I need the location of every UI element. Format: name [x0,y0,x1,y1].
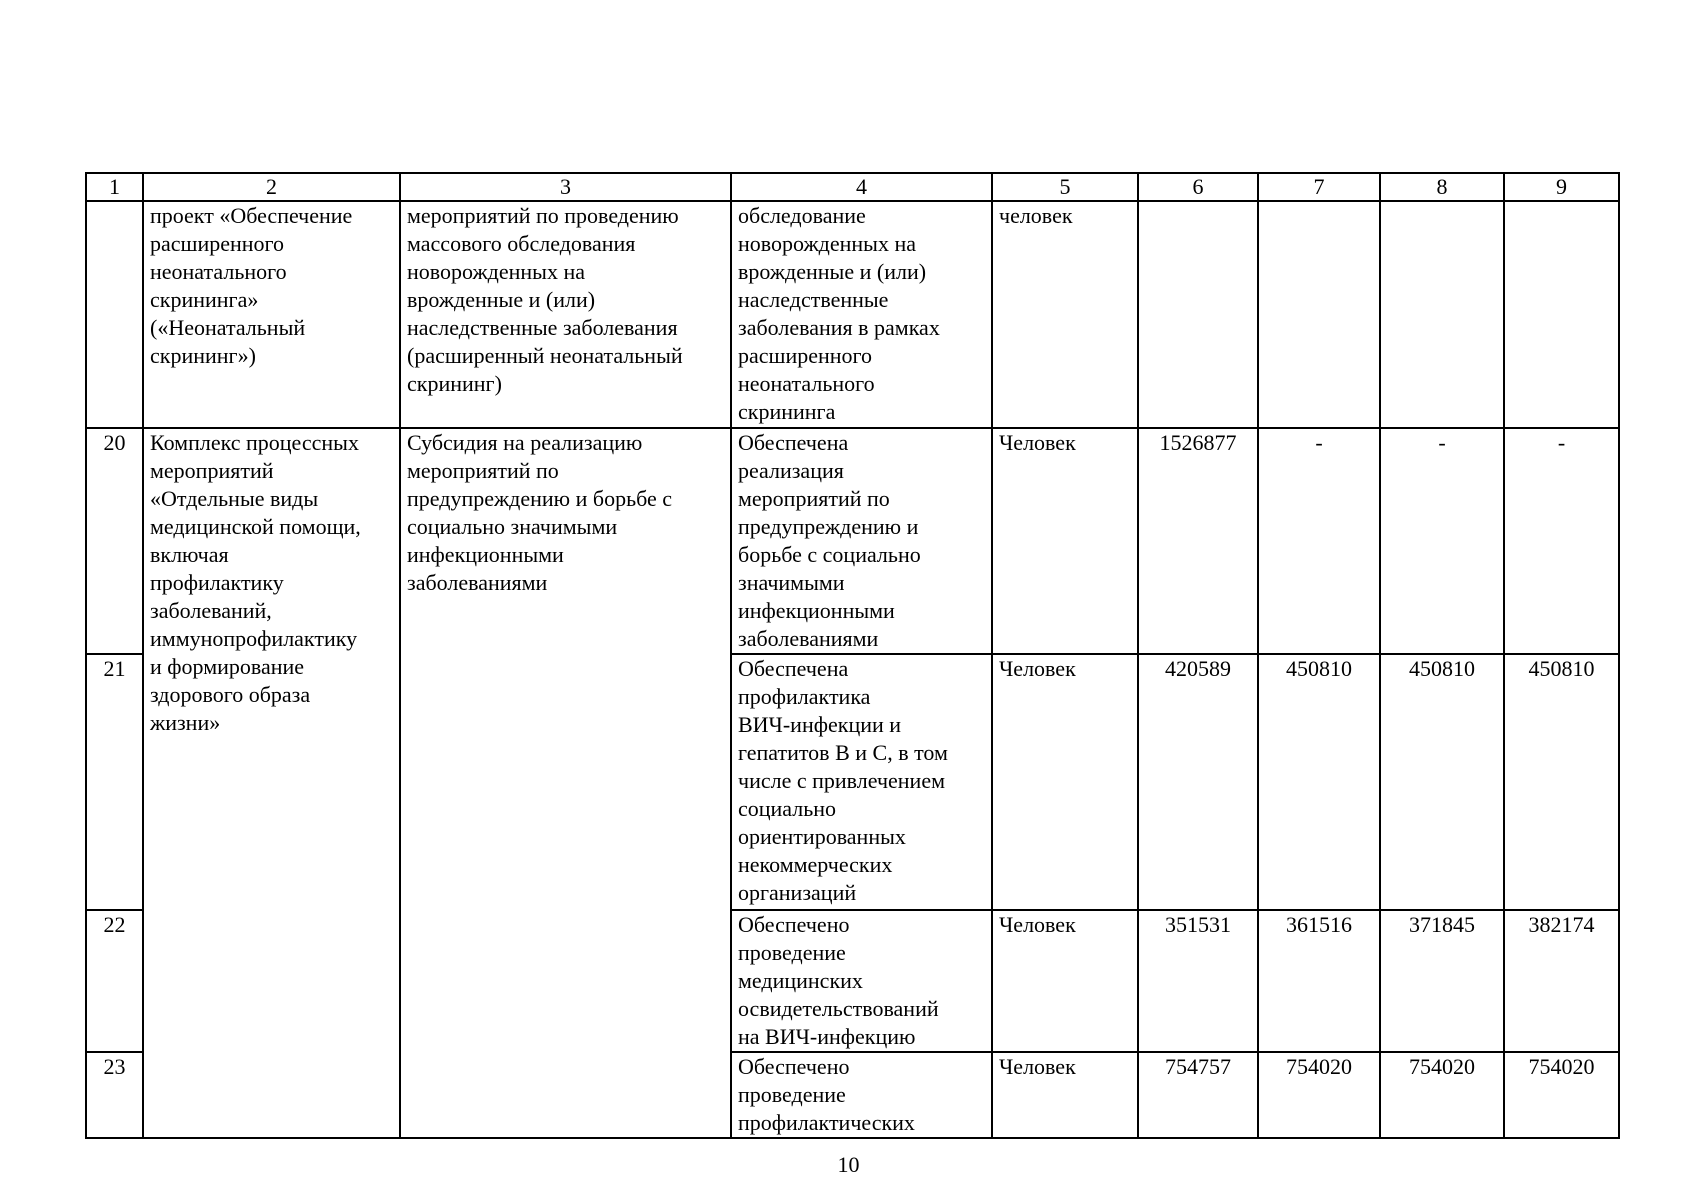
value-2026: - [1380,428,1504,654]
unit-text: Человек [999,430,1076,455]
unit-text: Человек [999,912,1076,937]
data-table [85,172,1620,1139]
measure-cell [400,201,731,428]
value-2025: 450810 [1258,654,1380,910]
value-2027: 382174 [1504,910,1619,1052]
value-2026 [1380,201,1504,428]
project-name-cell [143,201,400,428]
header-col-9: 9 [1504,173,1619,201]
complex-name: Комплекс процессных мероприятий «Отдельные виды медицинской помощи, включая профилактику заболеваний, иммунопрофилактику и формирование здорового образа жизни» [150,430,361,735]
result-cell [731,1052,992,1138]
result-cell [731,201,992,428]
header-col-6: 6 [1138,173,1258,201]
value-2026: 450810 [1380,654,1504,910]
unit-text: Человек [999,1054,1076,1079]
result-cell [731,910,992,1052]
subsidy-cell [400,428,731,1138]
unit-text: человек [999,203,1073,228]
row-number [86,201,143,428]
value-2024: 754757 [1138,1052,1258,1138]
header-col-4: 4 [731,173,992,201]
result-text: Обеспечена реализация мероприятий по предупреждению и борьбе с социально значимыми инфекционными заболеваниями [738,430,921,651]
result-text: обследование новорожденных на врожденные и (или) наследственные заболевания в рамках расширенного неонатального скрининга [738,203,940,424]
row-number: 20 [86,428,143,654]
result-text: Обеспечено проведение медицинских освидетельствований на ВИЧ-инфекцию [738,912,939,1049]
unit-cell [992,1052,1138,1138]
value-2025: - [1258,428,1380,654]
header-col-7: 7 [1258,173,1380,201]
result-cell [731,654,992,910]
value-2025: 361516 [1258,910,1380,1052]
value-2027: - [1504,428,1619,654]
result-text: Обеспечена профилактика ВИЧ-инфекции и гепатитов В и С, в том числе с привлечением социально ориентированных некоммерческих организаций [738,656,948,905]
header-col-3: 3 [400,173,731,201]
unit-cell [992,910,1138,1052]
table-row-continuation [86,201,1619,428]
header-col-1: 1 [86,173,143,201]
row-number: 22 [86,910,143,1052]
unit-cell [992,654,1138,910]
value-2024 [1138,201,1258,428]
value-2026: 371845 [1380,910,1504,1052]
header-col-8: 8 [1380,173,1504,201]
result-text: Обеспечено проведение профилактических [738,1054,915,1135]
value-2025 [1258,201,1380,428]
row-number: 21 [86,654,143,910]
table-row [86,428,1619,654]
subsidy-text: Субсидия на реализацию мероприятий по предупреждению и борьбе с социально значимыми инфекционными заболеваниями [407,430,673,595]
value-2027: 754020 [1504,1052,1619,1138]
value-2024: 1526877 [1138,428,1258,654]
page-number: 10 [837,1152,860,1177]
row-number: 23 [86,1052,143,1138]
unit-cell [992,201,1138,428]
result-cell [731,428,992,654]
unit-text: Человек [999,656,1076,681]
header-col-5: 5 [992,173,1138,201]
value-2027: 450810 [1504,654,1619,910]
value-2026: 754020 [1380,1052,1504,1138]
value-2024: 351531 [1138,910,1258,1052]
header-row [86,173,1619,201]
value-2027 [1504,201,1619,428]
complex-name-cell [143,428,400,1138]
measure-text: мероприятий по проведению массового обследования новорожденных на врожденные и (или) наследственные заболевания (расширенный неонатальный скрининг) [407,203,683,396]
project-name: проект «Обеспечение расширенного неонатального скрининга» («Неонатальный скрининг») [150,203,353,368]
header-col-2: 2 [143,173,400,201]
unit-cell [992,428,1138,654]
value-2024: 420589 [1138,654,1258,910]
value-2025: 754020 [1258,1052,1380,1138]
